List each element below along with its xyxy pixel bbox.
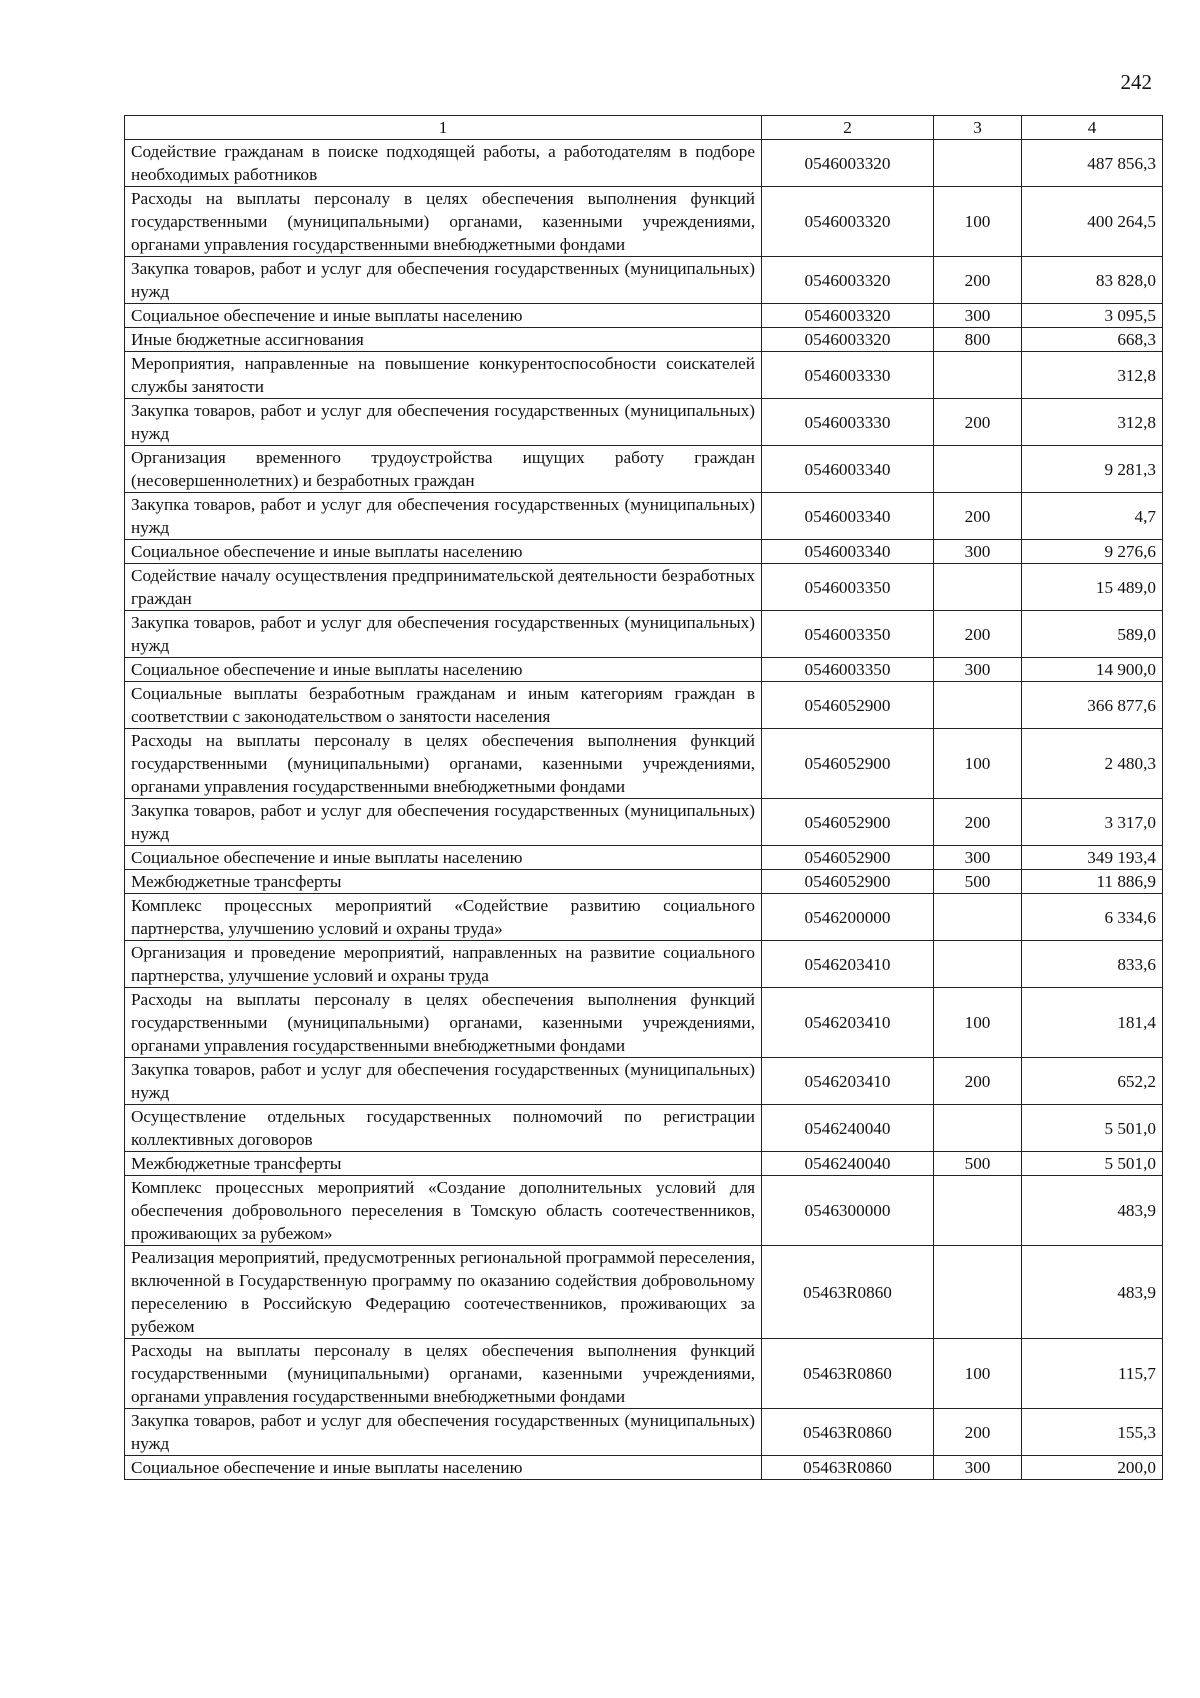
amount-cell: 349 193,4 — [1022, 846, 1163, 870]
table-row — [125, 846, 1163, 870]
item-name-cell: Расходы на выплаты персоналу в целях обеспечения выполнения функций государственными (муниципальными) органами, казенными учреждениями, органами управления государственными внебюджетными фондами — [125, 1339, 762, 1409]
table-row — [125, 1058, 1163, 1105]
expense-type-code-cell: 200 — [934, 493, 1022, 540]
target-article-code-cell: 0546052900 — [762, 846, 934, 870]
target-article-code-cell: 0546240040 — [762, 1152, 934, 1176]
expense-type-code-cell: 200 — [934, 799, 1022, 846]
item-name-cell: Организация и проведение мероприятий, направленных на развитие социального партнерства, улучшение условий и охраны труда — [125, 941, 762, 988]
table-header-row — [125, 116, 1163, 140]
expense-type-code-cell — [934, 564, 1022, 611]
amount-cell: 2 480,3 — [1022, 729, 1163, 799]
item-name-cell: Осуществление отдельных государственных полномочий по регистрации коллективных договоров — [125, 1105, 762, 1152]
item-name-cell: Расходы на выплаты персоналу в целях обеспечения выполнения функций государственными (муниципальными) органами, казенными учреждениями, органами управления государственными внебюджетными фондами — [125, 729, 762, 799]
target-article-code-cell: 05463R0860 — [762, 1409, 934, 1456]
target-article-code-cell: 0546003320 — [762, 187, 934, 257]
column-header-2: 2 — [762, 116, 934, 140]
expense-type-code-cell: 800 — [934, 328, 1022, 352]
expense-type-code-cell: 200 — [934, 611, 1022, 658]
column-header-1: 1 — [125, 116, 762, 140]
table-row — [125, 540, 1163, 564]
amount-cell: 115,7 — [1022, 1339, 1163, 1409]
expense-type-code-cell: 200 — [934, 1409, 1022, 1456]
target-article-code-cell: 0546003330 — [762, 352, 934, 399]
expense-type-code-cell: 300 — [934, 540, 1022, 564]
amount-cell: 483,9 — [1022, 1176, 1163, 1246]
item-name-cell: Расходы на выплаты персоналу в целях обеспечения выполнения функций государственными (муниципальными) органами, казенными учреждениями, органами управления государственными внебюджетными фондами — [125, 988, 762, 1058]
column-header-3: 3 — [934, 116, 1022, 140]
amount-cell: 366 877,6 — [1022, 682, 1163, 729]
item-name-cell: Закупка товаров, работ и услуг для обеспечения государственных (муниципальных) нужд — [125, 611, 762, 658]
target-article-code-cell: 05463R0860 — [762, 1339, 934, 1409]
table-row — [125, 493, 1163, 540]
amount-cell: 833,6 — [1022, 941, 1163, 988]
expense-type-code-cell: 300 — [934, 1456, 1022, 1480]
item-name-cell: Комплекс процессных мероприятий «Содействие развитию социального партнерства, улучшению условий и охраны труда» — [125, 894, 762, 941]
target-article-code-cell: 0546052900 — [762, 682, 934, 729]
table-row — [125, 257, 1163, 304]
table-row — [125, 988, 1163, 1058]
item-name-cell: Межбюджетные трансферты — [125, 1152, 762, 1176]
amount-cell: 5 501,0 — [1022, 1152, 1163, 1176]
amount-cell: 14 900,0 — [1022, 658, 1163, 682]
amount-cell: 3 095,5 — [1022, 304, 1163, 328]
expense-type-code-cell: 100 — [934, 729, 1022, 799]
table-row — [125, 1339, 1163, 1409]
expense-type-code-cell — [934, 1176, 1022, 1246]
amount-cell: 483,9 — [1022, 1246, 1163, 1339]
table-row — [125, 1105, 1163, 1152]
table-row — [125, 870, 1163, 894]
item-name-cell: Закупка товаров, работ и услуг для обеспечения государственных (муниципальных) нужд — [125, 1058, 762, 1105]
table-body — [125, 140, 1163, 1480]
expense-type-code-cell — [934, 1105, 1022, 1152]
page-number: 242 — [1120, 70, 1152, 94]
amount-cell: 155,3 — [1022, 1409, 1163, 1456]
amount-cell: 200,0 — [1022, 1456, 1163, 1480]
column-header-4: 4 — [1022, 116, 1163, 140]
expense-type-code-cell — [934, 446, 1022, 493]
target-article-code-cell: 05463R0860 — [762, 1246, 934, 1339]
item-name-cell: Расходы на выплаты персоналу в целях обеспечения выполнения функций государственными (муниципальными) органами, казенными учреждениями, органами управления государственными внебюджетными фондами — [125, 187, 762, 257]
table-row — [125, 941, 1163, 988]
expense-type-code-cell — [934, 1246, 1022, 1339]
expense-type-code-cell — [934, 140, 1022, 187]
budget-allocation-table — [124, 115, 1163, 1480]
target-article-code-cell: 0546052900 — [762, 870, 934, 894]
item-name-cell: Закупка товаров, работ и услуг для обеспечения государственных (муниципальных) нужд — [125, 1409, 762, 1456]
table-row — [125, 1152, 1163, 1176]
item-name-cell: Реализация мероприятий, предусмотренных региональной программой переселения, включенной в Государственную программу по оказанию содействия добровольному переселению в Российскую Федерацию соотечественников, проживающих за рубежом — [125, 1246, 762, 1339]
target-article-code-cell: 0546003320 — [762, 328, 934, 352]
amount-cell: 83 828,0 — [1022, 257, 1163, 304]
item-name-cell: Иные бюджетные ассигнования — [125, 328, 762, 352]
amount-cell: 5 501,0 — [1022, 1105, 1163, 1152]
expense-type-code-cell: 300 — [934, 846, 1022, 870]
item-name-cell: Организация временного трудоустройства ищущих работу граждан (несовершеннолетних) и безработных граждан — [125, 446, 762, 493]
table-row — [125, 1176, 1163, 1246]
amount-cell: 4,7 — [1022, 493, 1163, 540]
expense-type-code-cell — [934, 682, 1022, 729]
item-name-cell: Содействие гражданам в поиске подходящей работы, а работодателям в подборе необходимых работников — [125, 140, 762, 187]
item-name-cell: Закупка товаров, работ и услуг для обеспечения государственных (муниципальных) нужд — [125, 399, 762, 446]
target-article-code-cell: 0546003330 — [762, 399, 934, 446]
item-name-cell: Содействие началу осуществления предпринимательской деятельности безработных граждан — [125, 564, 762, 611]
table-row — [125, 399, 1163, 446]
table-row — [125, 140, 1163, 187]
amount-cell: 9 276,6 — [1022, 540, 1163, 564]
amount-cell: 11 886,9 — [1022, 870, 1163, 894]
item-name-cell: Закупка товаров, работ и услуг для обеспечения государственных (муниципальных) нужд — [125, 257, 762, 304]
target-article-code-cell: 0546003350 — [762, 564, 934, 611]
target-article-code-cell: 0546200000 — [762, 894, 934, 941]
target-article-code-cell: 0546003320 — [762, 304, 934, 328]
table-row — [125, 1456, 1163, 1480]
amount-cell: 181,4 — [1022, 988, 1163, 1058]
target-article-code-cell: 0546203410 — [762, 1058, 934, 1105]
target-article-code-cell: 0546003340 — [762, 446, 934, 493]
table-row — [125, 682, 1163, 729]
amount-cell: 9 281,3 — [1022, 446, 1163, 493]
table-row — [125, 352, 1163, 399]
table-row — [125, 187, 1163, 257]
expense-type-code-cell: 200 — [934, 1058, 1022, 1105]
expense-type-code-cell: 500 — [934, 1152, 1022, 1176]
item-name-cell: Социальное обеспечение и иные выплаты населению — [125, 540, 762, 564]
item-name-cell: Мероприятия, направленные на повышение конкурентоспособности соискателей службы занятости — [125, 352, 762, 399]
target-article-code-cell: 0546003320 — [762, 140, 934, 187]
target-article-code-cell: 0546052900 — [762, 729, 934, 799]
table-row — [125, 328, 1163, 352]
target-article-code-cell: 05463R0860 — [762, 1456, 934, 1480]
amount-cell: 652,2 — [1022, 1058, 1163, 1105]
target-article-code-cell: 0546300000 — [762, 1176, 934, 1246]
item-name-cell: Комплекс процессных мероприятий «Создание дополнительных условий для обеспечения добровольного переселения в Томскую область соотечественников, проживающих за рубежом» — [125, 1176, 762, 1246]
target-article-code-cell: 0546052900 — [762, 799, 934, 846]
table-row — [125, 658, 1163, 682]
item-name-cell: Социальное обеспечение и иные выплаты населению — [125, 1456, 762, 1480]
amount-cell: 312,8 — [1022, 352, 1163, 399]
table-row — [125, 304, 1163, 328]
target-article-code-cell: 0546003320 — [762, 257, 934, 304]
amount-cell: 400 264,5 — [1022, 187, 1163, 257]
expense-type-code-cell: 300 — [934, 658, 1022, 682]
amount-cell: 487 856,3 — [1022, 140, 1163, 187]
expense-type-code-cell — [934, 352, 1022, 399]
target-article-code-cell: 0546003340 — [762, 493, 934, 540]
expense-type-code-cell: 100 — [934, 988, 1022, 1058]
target-article-code-cell: 0546003350 — [762, 658, 934, 682]
amount-cell: 15 489,0 — [1022, 564, 1163, 611]
expense-type-code-cell: 500 — [934, 870, 1022, 894]
table-row — [125, 799, 1163, 846]
item-name-cell: Социальное обеспечение и иные выплаты населению — [125, 658, 762, 682]
expense-type-code-cell — [934, 941, 1022, 988]
target-article-code-cell: 0546203410 — [762, 988, 934, 1058]
amount-cell: 6 334,6 — [1022, 894, 1163, 941]
target-article-code-cell: 0546003340 — [762, 540, 934, 564]
item-name-cell: Социальные выплаты безработным гражданам и иным категориям граждан в соответствии с законодательством о занятости населения — [125, 682, 762, 729]
amount-cell: 3 317,0 — [1022, 799, 1163, 846]
item-name-cell: Закупка товаров, работ и услуг для обеспечения государственных (муниципальных) нужд — [125, 493, 762, 540]
item-name-cell: Социальное обеспечение и иные выплаты населению — [125, 304, 762, 328]
table-row — [125, 564, 1163, 611]
amount-cell: 312,8 — [1022, 399, 1163, 446]
table-row — [125, 894, 1163, 941]
item-name-cell: Межбюджетные трансферты — [125, 870, 762, 894]
expense-type-code-cell: 200 — [934, 257, 1022, 304]
table-row — [125, 729, 1163, 799]
table-row — [125, 1246, 1163, 1339]
table-row — [125, 1409, 1163, 1456]
target-article-code-cell: 0546240040 — [762, 1105, 934, 1152]
target-article-code-cell: 0546003350 — [762, 611, 934, 658]
expense-type-code-cell: 100 — [934, 187, 1022, 257]
table-row — [125, 446, 1163, 493]
target-article-code-cell: 0546203410 — [762, 941, 934, 988]
item-name-cell: Закупка товаров, работ и услуг для обеспечения государственных (муниципальных) нужд — [125, 799, 762, 846]
expense-type-code-cell: 200 — [934, 399, 1022, 446]
table-row — [125, 611, 1163, 658]
item-name-cell: Социальное обеспечение и иные выплаты населению — [125, 846, 762, 870]
expense-type-code-cell: 100 — [934, 1339, 1022, 1409]
expense-type-code-cell: 300 — [934, 304, 1022, 328]
amount-cell: 668,3 — [1022, 328, 1163, 352]
amount-cell: 589,0 — [1022, 611, 1163, 658]
expense-type-code-cell — [934, 894, 1022, 941]
